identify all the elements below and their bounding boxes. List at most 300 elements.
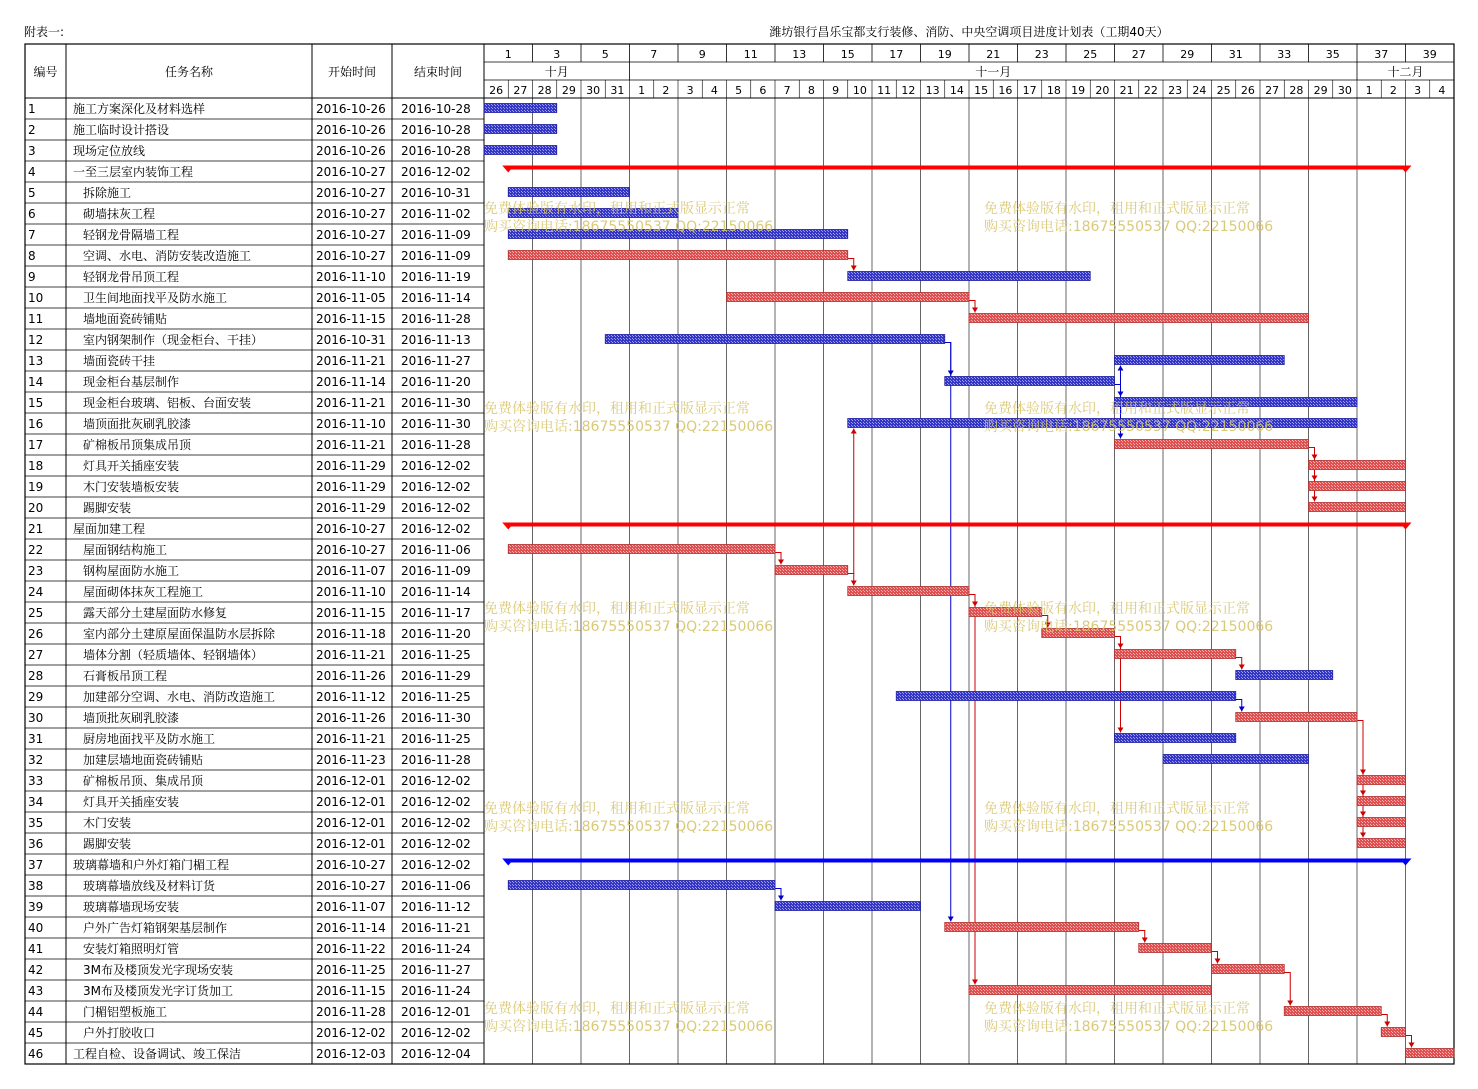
task-id: 20	[28, 501, 44, 515]
day-number-label: 31	[1228, 48, 1243, 61]
task-start: 2016-11-29	[316, 480, 386, 494]
date-label: 6	[759, 84, 767, 97]
task-id: 11	[28, 312, 44, 326]
task-id: 9	[28, 270, 36, 284]
task-start: 2016-11-15	[316, 312, 386, 326]
task-start: 2016-11-21	[316, 354, 386, 368]
task-id: 18	[28, 459, 44, 473]
task-bar	[945, 923, 1139, 932]
task-start: 2016-11-28	[316, 1005, 386, 1019]
task-id: 38	[28, 879, 44, 893]
dependency-arrow	[972, 308, 978, 313]
header-label: 附表一:	[24, 25, 65, 39]
task-id: 14	[28, 375, 44, 389]
date-label: 11	[877, 84, 892, 97]
task-start: 2016-10-27	[316, 207, 386, 221]
task-name: 墙面瓷砖干挂	[83, 354, 156, 368]
task-id: 39	[28, 900, 44, 914]
task-start: 2016-11-15	[316, 606, 386, 620]
date-label: 20	[1095, 84, 1110, 97]
task-name: 屋面加建工程	[73, 522, 146, 536]
task-id: 29	[28, 690, 44, 704]
task-id: 15	[28, 396, 44, 410]
task-name: 钢构屋面防水施工	[83, 564, 180, 578]
month-label: 十月	[544, 65, 569, 79]
month-label: 十一月	[975, 65, 1012, 79]
date-label: 23	[1168, 84, 1183, 97]
task-start: 2016-10-26	[316, 123, 386, 137]
task-end: 2016-11-09	[401, 249, 471, 263]
column-header-start: 开始时间	[327, 65, 377, 79]
task-end: 2016-11-14	[401, 291, 471, 305]
task-id: 17	[28, 438, 44, 452]
task-end: 2016-10-28	[401, 144, 471, 158]
day-number-label: 33	[1277, 48, 1292, 61]
task-bar	[896, 692, 1236, 701]
column-header-name: 任务名称	[164, 65, 214, 79]
task-name: 户外广告灯箱钢架基层制作	[83, 921, 228, 935]
task-end: 2016-12-01	[401, 1005, 471, 1019]
task-name: 现金柜台玻璃、铝板、台面安装	[83, 396, 252, 410]
task-start: 2016-10-27	[316, 879, 386, 893]
task-bar	[1284, 1007, 1381, 1016]
date-label: 15	[974, 84, 989, 97]
task-name: 室内钢架制作（现金柜台、干挂）	[83, 333, 264, 347]
task-name: 屋面钢结构施工	[83, 543, 168, 557]
date-label: 1	[638, 84, 646, 97]
task-name: 3M布及楼顶发光字现场安装	[83, 963, 233, 977]
dependency-arrow	[851, 581, 857, 586]
task-name: 墙顶面批灰刷乳胶漆	[83, 417, 192, 431]
watermark-text: 免费体验版有水印，租用和正式版显示正常	[484, 201, 750, 217]
task-bar	[1357, 818, 1406, 827]
task-end: 2016-12-02	[401, 165, 471, 179]
task-name: 屋面砌体抹灰工程施工	[83, 585, 204, 599]
task-name: 墙体分割（轻质墙体、轻钢墙体）	[83, 648, 264, 662]
task-end: 2016-11-30	[401, 417, 471, 431]
task-name: 空调、水电、消防安装改造施工	[83, 249, 252, 263]
chart-title: 潍坊银行昌乐宝都支行装修、消防、中央空调项目进度计划表（工期40天）	[769, 25, 1169, 39]
day-number-label: 15	[840, 48, 855, 61]
task-id: 1	[28, 102, 36, 116]
summary-bar	[508, 859, 1405, 863]
date-label: 26	[489, 84, 504, 97]
summary-bar	[508, 523, 1405, 527]
watermark-text: 免费体验版有水印，租用和正式版显示正常	[984, 1001, 1250, 1017]
task-name: 玻璃幕墙放线及材料订货	[83, 879, 216, 893]
task-start: 2016-11-10	[316, 270, 386, 284]
date-label: 10	[852, 84, 867, 97]
task-start: 2016-10-27	[316, 165, 386, 179]
task-name: 轻钢龙骨吊顶工程	[83, 270, 180, 284]
task-start: 2016-11-07	[316, 900, 386, 914]
task-start: 2016-11-10	[316, 585, 386, 599]
task-id: 3	[28, 144, 36, 158]
task-end: 2016-12-02	[401, 795, 471, 809]
task-id: 22	[28, 543, 44, 557]
date-label: 27	[513, 84, 528, 97]
task-end: 2016-11-24	[401, 942, 471, 956]
table-border	[25, 44, 1454, 1064]
task-end: 2016-11-28	[401, 312, 471, 326]
task-start: 2016-11-15	[316, 984, 386, 998]
task-end: 2016-11-13	[401, 333, 471, 347]
task-id: 10	[28, 291, 44, 305]
task-end: 2016-11-25	[401, 690, 471, 704]
watermark-text: 免费体验版有水印，租用和正式版显示正常	[984, 201, 1250, 217]
task-end: 2016-10-28	[401, 123, 471, 137]
task-bar	[484, 104, 557, 113]
task-end: 2016-12-02	[401, 480, 471, 494]
task-start: 2016-10-26	[316, 102, 386, 116]
task-end: 2016-11-09	[401, 564, 471, 578]
task-bar	[1406, 1049, 1455, 1058]
dependency-link	[945, 343, 951, 922]
watermark-text: 购买咨询电话:18675550537 QQ:22150066	[984, 619, 1274, 635]
task-end: 2016-11-28	[401, 753, 471, 767]
task-name: 矿棉板吊顶集成吊顶	[83, 438, 192, 452]
task-id: 23	[28, 564, 44, 578]
date-label: 13	[925, 84, 940, 97]
task-start: 2016-11-25	[316, 963, 386, 977]
column-header-id: 编号	[33, 65, 58, 79]
task-id: 44	[28, 1005, 44, 1019]
task-end: 2016-12-02	[401, 816, 471, 830]
task-bar	[605, 335, 945, 344]
date-label: 4	[1438, 84, 1446, 97]
task-bar	[484, 125, 557, 134]
date-label: 30	[586, 84, 601, 97]
watermark-text: 免费体验版有水印，租用和正式版显示正常	[484, 1001, 750, 1017]
task-start: 2016-12-02	[316, 1026, 386, 1040]
task-bar	[484, 146, 557, 155]
dependency-arrow	[1142, 938, 1148, 943]
day-number-label: 21	[986, 48, 1001, 61]
dependency-arrow	[851, 266, 857, 271]
task-start: 2016-11-21	[316, 396, 386, 410]
dependency-link	[848, 429, 854, 574]
watermark-text: 购买咨询电话:18675550537 QQ:22150066	[484, 1019, 774, 1035]
day-number-label: 27	[1131, 48, 1146, 61]
task-name: 拆除施工	[83, 186, 132, 200]
task-name: 加建部分空调、水电、消防改造施工	[83, 690, 276, 704]
task-id: 25	[28, 606, 44, 620]
day-number-label: 39	[1422, 48, 1437, 61]
task-end: 2016-12-02	[401, 837, 471, 851]
date-label: 7	[783, 84, 791, 97]
watermark-text: 免费体验版有水印，租用和正式版显示正常	[484, 601, 750, 617]
watermark-text: 购买咨询电话:18675550537 QQ:22150066	[984, 1019, 1274, 1035]
date-label: 4	[710, 84, 718, 97]
dependency-arrow	[972, 980, 978, 985]
task-id: 33	[28, 774, 44, 788]
task-name: 灯具开关插座安装	[83, 795, 180, 809]
task-start: 2016-11-10	[316, 417, 386, 431]
date-label: 19	[1071, 84, 1086, 97]
dependency-arrow	[1384, 1022, 1390, 1027]
task-end: 2016-11-24	[401, 984, 471, 998]
dependency-arrow	[1118, 728, 1124, 733]
summary-bar	[508, 166, 1405, 170]
task-name: 墙顶批灰刷乳胶漆	[83, 711, 180, 725]
task-bar	[848, 272, 1091, 281]
watermark-text: 购买咨询电话:18675550537 QQ:22150066	[984, 819, 1274, 835]
task-bar	[1381, 1028, 1405, 1037]
task-name: 施工方案深化及材料选样	[73, 102, 206, 116]
date-label: 8	[807, 84, 815, 97]
task-name: 工程自检、设备调试、竣工保洁	[73, 1047, 242, 1061]
date-label: 5	[735, 84, 743, 97]
watermark-text: 免费体验版有水印，租用和正式版显示正常	[484, 401, 750, 417]
dependency-arrow	[1239, 665, 1245, 670]
task-start: 2016-10-27	[316, 858, 386, 872]
task-name: 加建层墙地面瓷砖铺贴	[83, 753, 204, 767]
task-name: 踢脚安装	[83, 501, 132, 515]
task-id: 43	[28, 984, 44, 998]
day-number-label: 25	[1083, 48, 1098, 61]
date-label: 24	[1192, 84, 1207, 97]
task-end: 2016-11-20	[401, 375, 471, 389]
task-name: 墙地面瓷砖铺贴	[83, 312, 168, 326]
task-id: 13	[28, 354, 44, 368]
date-label: 30	[1337, 84, 1352, 97]
task-id: 7	[28, 228, 36, 242]
task-id: 6	[28, 207, 36, 221]
task-bar	[1309, 482, 1406, 491]
task-start: 2016-12-01	[316, 795, 386, 809]
task-end: 2016-11-09	[401, 228, 471, 242]
dependency-arrow	[948, 917, 954, 922]
task-name: 现金柜台基层制作	[83, 375, 180, 389]
task-name: 室内部分土建原屋面保温防水层拆除	[83, 627, 276, 641]
watermark-text: 购买咨询电话:18675550537 QQ:22150066	[984, 419, 1274, 435]
date-label: 3	[1414, 84, 1422, 97]
task-id: 8	[28, 249, 36, 263]
task-start: 2016-10-26	[316, 144, 386, 158]
watermark-text: 免费体验版有水印，租用和正式版显示正常	[984, 401, 1250, 417]
task-bar	[1139, 944, 1212, 953]
task-end: 2016-11-30	[401, 396, 471, 410]
task-bar	[775, 566, 848, 575]
task-name: 石膏板吊顶工程	[83, 669, 168, 683]
task-start: 2016-11-12	[316, 690, 386, 704]
task-id: 30	[28, 711, 44, 725]
watermark-text: 购买咨询电话:18675550537 QQ:22150066	[984, 219, 1274, 235]
task-id: 27	[28, 648, 44, 662]
date-label: 18	[1046, 84, 1061, 97]
watermark-text: 免费体验版有水印，租用和正式版显示正常	[984, 601, 1250, 617]
task-end: 2016-11-29	[401, 669, 471, 683]
task-start: 2016-11-23	[316, 753, 386, 767]
task-name: 木门安装	[83, 816, 132, 830]
task-start: 2016-11-21	[316, 648, 386, 662]
watermark-text: 免费体验版有水印，租用和正式版显示正常	[984, 801, 1250, 817]
task-start: 2016-11-14	[316, 921, 386, 935]
task-id: 36	[28, 837, 44, 851]
watermark-text: 购买咨询电话:18675550537 QQ:22150066	[484, 819, 774, 835]
task-bar	[969, 986, 1212, 995]
task-bar	[1212, 965, 1285, 974]
task-start: 2016-10-27	[316, 186, 386, 200]
date-label: 9	[832, 84, 840, 97]
date-label: 28	[1289, 84, 1304, 97]
date-label: 3	[686, 84, 694, 97]
day-number-label: 9	[698, 48, 706, 61]
task-start: 2016-11-26	[316, 669, 386, 683]
task-end: 2016-12-04	[401, 1047, 471, 1061]
day-number-label: 5	[601, 48, 609, 61]
task-end: 2016-11-25	[401, 648, 471, 662]
dependency-arrow	[778, 560, 784, 565]
date-label: 16	[998, 84, 1013, 97]
month-label: 十二月	[1387, 65, 1424, 79]
task-start: 2016-11-21	[316, 732, 386, 746]
task-name: 现场定位放线	[73, 144, 146, 158]
date-label: 27	[1265, 84, 1280, 97]
task-id: 45	[28, 1026, 44, 1040]
task-start: 2016-10-27	[316, 543, 386, 557]
task-id: 4	[28, 165, 36, 179]
task-name: 玻璃幕墙和户外灯箱门楣工程	[73, 858, 230, 872]
task-name: 安装灯箱照明灯管	[83, 942, 180, 956]
task-name: 户外打胶收口	[83, 1026, 156, 1040]
dependency-arrow	[1409, 1043, 1415, 1048]
task-id: 21	[28, 522, 44, 536]
task-name: 施工临时设计搭设	[73, 123, 170, 137]
task-name: 卫生间地面找平及防水施工	[83, 291, 228, 305]
task-bar	[1357, 797, 1406, 806]
task-end: 2016-11-25	[401, 732, 471, 746]
task-end: 2016-12-02	[401, 1026, 471, 1040]
dependency-arrow	[1312, 497, 1318, 502]
task-id: 16	[28, 417, 44, 431]
task-bar	[508, 188, 629, 197]
task-end: 2016-11-27	[401, 963, 471, 977]
dependency-arrow	[1215, 959, 1221, 964]
date-label: 21	[1119, 84, 1134, 97]
task-end: 2016-12-02	[401, 522, 471, 536]
task-start: 2016-11-18	[316, 627, 386, 641]
date-label: 17	[1022, 84, 1037, 97]
date-label: 25	[1216, 84, 1231, 97]
task-bar	[508, 251, 848, 260]
task-end: 2016-11-28	[401, 438, 471, 452]
task-end: 2016-11-06	[401, 543, 471, 557]
task-bar	[1357, 839, 1406, 848]
task-start: 2016-10-27	[316, 522, 386, 536]
task-start: 2016-10-31	[316, 333, 386, 347]
watermark-text: 购买咨询电话:18675550537 QQ:22150066	[484, 619, 774, 635]
date-label: 26	[1240, 84, 1255, 97]
dependency-arrow	[1360, 833, 1366, 838]
task-id: 41	[28, 942, 44, 956]
day-number-label: 23	[1034, 48, 1049, 61]
task-name: 踢脚安装	[83, 837, 132, 851]
task-start: 2016-11-21	[316, 438, 386, 452]
task-id: 40	[28, 921, 44, 935]
task-start: 2016-11-07	[316, 564, 386, 578]
date-label: 2	[1389, 84, 1397, 97]
task-end: 2016-11-20	[401, 627, 471, 641]
task-name: 轻钢龙骨隔墙工程	[83, 228, 180, 242]
task-end: 2016-11-12	[401, 900, 471, 914]
task-id: 2	[28, 123, 36, 137]
task-start: 2016-11-14	[316, 375, 386, 389]
dependency-arrow	[851, 429, 857, 434]
task-id: 19	[28, 480, 44, 494]
task-id: 31	[28, 732, 44, 746]
task-start: 2016-10-27	[316, 228, 386, 242]
task-name: 砌墙抹灰工程	[83, 207, 156, 221]
task-name: 3M布及楼顶发光字订货加工	[83, 984, 233, 998]
task-bar	[848, 587, 969, 596]
task-name: 厨房地面找平及防水施工	[83, 732, 216, 746]
task-bar	[727, 293, 970, 302]
dependency-arrow	[1118, 366, 1124, 371]
task-id: 34	[28, 795, 44, 809]
task-start: 2016-12-01	[316, 816, 386, 830]
date-label: 31	[610, 84, 625, 97]
task-bar	[1163, 755, 1309, 764]
task-end: 2016-11-02	[401, 207, 471, 221]
task-name: 露天部分土建屋面防水修复	[83, 606, 228, 620]
task-start: 2016-12-01	[316, 837, 386, 851]
day-number-label: 35	[1325, 48, 1340, 61]
date-label: 12	[901, 84, 916, 97]
task-id: 26	[28, 627, 44, 641]
task-end: 2016-12-02	[401, 858, 471, 872]
task-bar	[1309, 503, 1406, 512]
task-end: 2016-11-17	[401, 606, 471, 620]
task-id: 5	[28, 186, 36, 200]
task-start: 2016-12-03	[316, 1047, 386, 1061]
task-name: 玻璃幕墙现场安装	[83, 900, 180, 914]
date-label: 2	[662, 84, 670, 97]
task-start: 2016-12-01	[316, 774, 386, 788]
task-end: 2016-10-31	[401, 186, 471, 200]
task-start: 2016-11-29	[316, 459, 386, 473]
task-start: 2016-11-22	[316, 942, 386, 956]
date-label: 22	[1143, 84, 1158, 97]
task-bar	[1309, 461, 1406, 470]
task-bar	[1115, 734, 1236, 743]
task-end: 2016-12-02	[401, 459, 471, 473]
task-bar	[945, 377, 1115, 386]
dependency-arrow	[1239, 707, 1245, 712]
task-start: 2016-11-26	[316, 711, 386, 725]
task-end: 2016-10-28	[401, 102, 471, 116]
day-number-label: 17	[889, 48, 904, 61]
day-number-label: 1	[504, 48, 512, 61]
day-number-label: 29	[1180, 48, 1195, 61]
task-bar	[1236, 713, 1357, 722]
date-label: 1	[1365, 84, 1373, 97]
task-id: 46	[28, 1047, 44, 1061]
dependency-arrow	[778, 896, 784, 901]
task-bar	[1115, 440, 1309, 449]
task-end: 2016-11-06	[401, 879, 471, 893]
day-number-label: 37	[1374, 48, 1389, 61]
task-name: 一至三层室内装饰工程	[73, 165, 194, 179]
watermark-text: 购买咨询电话:18675550537 QQ:22150066	[484, 219, 774, 235]
task-start: 2016-11-29	[316, 501, 386, 515]
task-bar	[1115, 356, 1285, 365]
date-label: 14	[949, 84, 964, 97]
task-name: 矿棉板吊顶、集成吊顶	[83, 774, 204, 788]
task-id: 37	[28, 858, 44, 872]
task-end: 2016-11-27	[401, 354, 471, 368]
task-start: 2016-10-27	[316, 249, 386, 263]
